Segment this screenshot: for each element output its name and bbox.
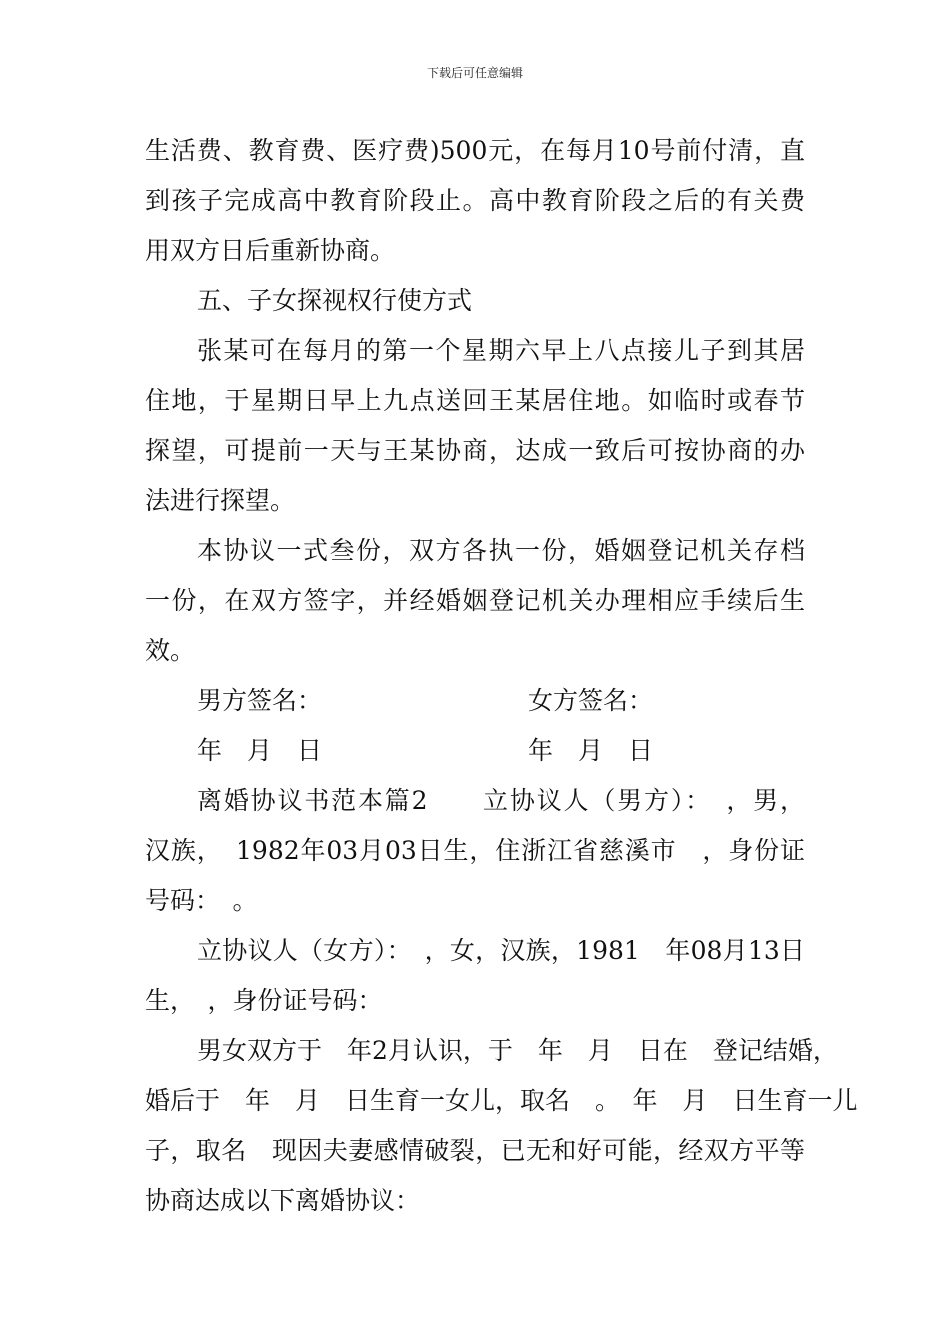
male-signature-date: 年 月 日 xyxy=(197,736,323,765)
female-signature-date: 年 月 日 xyxy=(528,736,654,765)
paragraph-line: 婚后于 年 月 日生育一女儿，取名 。 年 月 日生育一儿 xyxy=(145,1086,858,1115)
page-header: 下载后可任意编辑 xyxy=(426,66,523,80)
paragraph-line: 用双方日后重新协商。 xyxy=(145,236,396,265)
paragraph-line: 号码： 。 xyxy=(145,886,258,915)
paragraph-line: 张某可在每月的第一个星期六早上八点接儿子到其居 xyxy=(197,336,805,365)
paragraph-line: 效。 xyxy=(145,636,196,665)
paragraph-line: 立协议人（女方）： ，女，汉族，1981 年08月13日 xyxy=(197,936,805,965)
paragraph-line: 住地，于星期日早上九点送回王某居住地。如临时或春节 xyxy=(145,386,805,415)
paragraph-line: 生活费、教育费、医疗费)500元，在每月10号前付清，直 xyxy=(145,136,805,165)
female-signature-label: 女方签名： xyxy=(528,686,654,715)
paragraph-line: 协商达成以下离婚协议： xyxy=(145,1186,421,1215)
paragraph-line: 探望，可提前一天与王某协商，达成一致后可按协商的办 xyxy=(145,436,805,465)
paragraph-line: 到孩子完成高中教育阶段止。高中教育阶段之后的有关费 xyxy=(145,186,805,215)
paragraph-line: 子，取名 现因夫妻感情破裂，已无和好可能，经双方平等 xyxy=(145,1136,805,1165)
male-signature-label: 男方签名： xyxy=(197,686,323,715)
paragraph-line: 法进行探望。 xyxy=(145,486,296,515)
paragraph-line: 男女双方于 年2月认识，于 年 月 日在 登记结婚， xyxy=(197,1036,838,1065)
paragraph-line: 本协议一式叁份，双方各执一份，婚姻登记机关存档 xyxy=(197,536,805,565)
section-heading: 五、子女探视权行使方式 xyxy=(197,286,473,315)
paragraph-line: 生， ，身份证号码： xyxy=(145,986,383,1015)
paragraph-line: 一份，在双方签字，并经婚姻登记机关办理相应手续后生 xyxy=(145,586,805,615)
paragraph-line: 离婚协议书范本篇2 立协议人（男方）： ，男， xyxy=(197,786,805,815)
paragraph-line: 汉族， 1982年03月03日生，住浙江省慈溪市 ，身份证 xyxy=(145,836,805,865)
